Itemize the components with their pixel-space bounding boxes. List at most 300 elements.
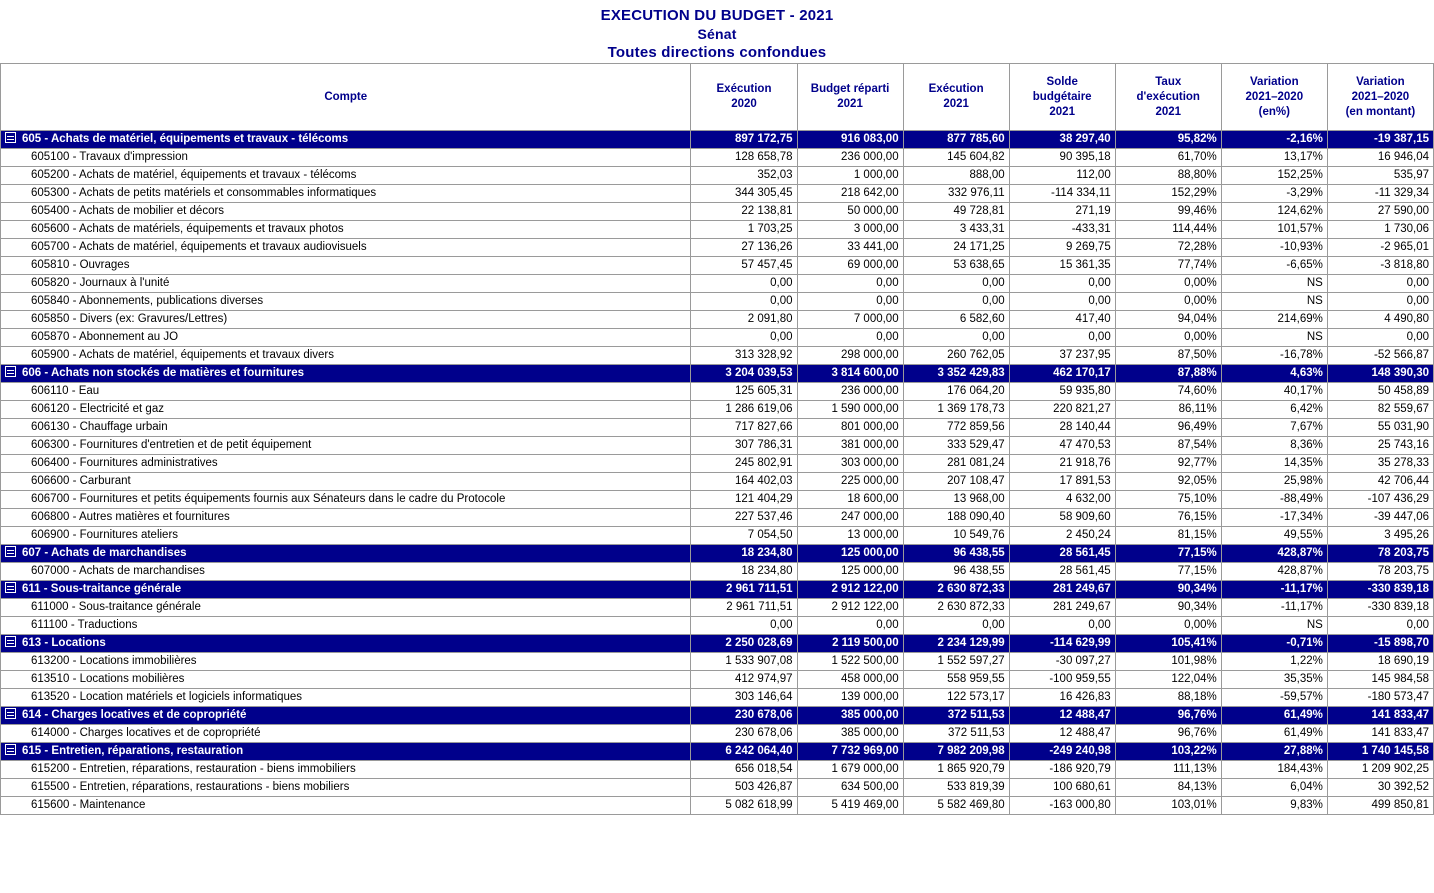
value-cell: 0,00: [797, 617, 903, 635]
value-cell: 218 642,00: [797, 185, 903, 203]
value-cell: 12 488,47: [1009, 725, 1115, 743]
value-cell: 0,00: [797, 329, 903, 347]
account-label-cell: [1, 527, 691, 545]
collapse-expander-icon[interactable]: [5, 546, 16, 557]
value-cell: -2,16%: [1221, 131, 1327, 149]
value-cell: 77,15%: [1115, 563, 1221, 581]
value-cell: 1 533 907,08: [691, 653, 797, 671]
table-row[interactable]: [1, 761, 1434, 779]
value-cell: 50 458,89: [1327, 383, 1433, 401]
value-cell: 3 814 600,00: [797, 365, 903, 383]
value-cell: 86,11%: [1115, 401, 1221, 419]
table-row[interactable]: [1, 185, 1434, 203]
value-cell: -3,29%: [1221, 185, 1327, 203]
value-cell: 245 802,91: [691, 455, 797, 473]
value-cell: NS: [1221, 275, 1327, 293]
value-cell: 125 605,31: [691, 383, 797, 401]
value-cell: 0,00: [691, 293, 797, 311]
table-row[interactable]: [1, 347, 1434, 365]
account-label: 605850 - Divers (ex: Gravures/Lettres): [31, 313, 228, 325]
value-cell: 100 680,61: [1009, 779, 1115, 797]
value-cell: 344 305,45: [691, 185, 797, 203]
value-cell: 0,00: [691, 275, 797, 293]
value-cell: 0,00: [797, 275, 903, 293]
account-label-cell: [1, 545, 691, 563]
table-row[interactable]: [1, 167, 1434, 185]
value-cell: 35 278,33: [1327, 455, 1433, 473]
table-row[interactable]: [1, 455, 1434, 473]
value-cell: 0,00: [903, 329, 1009, 347]
value-cell: -88,49%: [1221, 491, 1327, 509]
value-cell: 7 000,00: [797, 311, 903, 329]
account-label-cell: [1, 311, 691, 329]
table-row[interactable]: [1, 239, 1434, 257]
value-cell: 96 438,55: [903, 563, 1009, 581]
value-cell: 27 590,00: [1327, 203, 1433, 221]
value-cell: 96 438,55: [903, 545, 1009, 563]
account-label: 605870 - Abonnement au JO: [31, 331, 179, 343]
value-cell: 145 984,58: [1327, 671, 1433, 689]
value-cell: 0,00: [1009, 293, 1115, 311]
value-cell: 2 961 711,51: [691, 581, 797, 599]
value-cell: 13 000,00: [797, 527, 903, 545]
account-label-cell: [1, 437, 691, 455]
value-cell: 96,76%: [1115, 725, 1221, 743]
account-label: 615600 - Maintenance: [31, 799, 146, 811]
value-cell: 28 561,45: [1009, 545, 1115, 563]
value-cell: 271,19: [1009, 203, 1115, 221]
value-cell: 24 171,25: [903, 239, 1009, 257]
account-label: 615500 - Entretien, réparations, restaurations - biens mobiliers: [31, 781, 350, 793]
table-row[interactable]: [1, 563, 1434, 581]
value-cell: 18 234,80: [691, 545, 797, 563]
table-row[interactable]: [1, 383, 1434, 401]
collapse-expander-icon[interactable]: [5, 708, 16, 719]
value-cell: 303 000,00: [797, 455, 903, 473]
value-cell: 47 470,53: [1009, 437, 1115, 455]
collapse-expander-icon[interactable]: [5, 636, 16, 647]
value-cell: 0,00: [1009, 617, 1115, 635]
table-row[interactable]: [1, 599, 1434, 617]
value-cell: 298 000,00: [797, 347, 903, 365]
account-label-cell: [1, 653, 691, 671]
value-cell: 152,29%: [1115, 185, 1221, 203]
value-cell: 27 136,26: [691, 239, 797, 257]
value-cell: 111,13%: [1115, 761, 1221, 779]
column-header-compte[interactable]: Compte: [1, 64, 691, 131]
account-label-cell: [1, 257, 691, 275]
account-label-cell: [1, 293, 691, 311]
value-cell: -59,57%: [1221, 689, 1327, 707]
account-label-cell: [1, 185, 691, 203]
value-cell: 25 743,16: [1327, 437, 1433, 455]
value-cell: 0,00: [903, 293, 1009, 311]
value-cell: 87,50%: [1115, 347, 1221, 365]
column-header-1[interactable]: Exécution 2020: [691, 64, 797, 131]
value-cell: 1 703,25: [691, 221, 797, 239]
value-cell: 38 297,40: [1009, 131, 1115, 149]
column-header-4[interactable]: Solde budgétaire 2021: [1009, 64, 1115, 131]
value-cell: 88,80%: [1115, 167, 1221, 185]
column-header-6[interactable]: Variation 2021–2020 (en%): [1221, 64, 1327, 131]
value-cell: 6,04%: [1221, 779, 1327, 797]
account-label: 606 - Achats non stockés de matières et fournitures: [22, 367, 305, 379]
account-label-cell: [1, 797, 691, 815]
value-cell: 87,54%: [1115, 437, 1221, 455]
value-cell: 13 968,00: [903, 491, 1009, 509]
value-cell: 6,42%: [1221, 401, 1327, 419]
value-cell: 535,97: [1327, 167, 1433, 185]
account-label: 613520 - Location matériels et logiciels informatiques: [31, 691, 303, 703]
collapse-expander-icon[interactable]: [5, 582, 16, 593]
value-cell: 16 426,83: [1009, 689, 1115, 707]
value-cell: 1 552 597,27: [903, 653, 1009, 671]
value-cell: 916 083,00: [797, 131, 903, 149]
value-cell: 4,63%: [1221, 365, 1327, 383]
value-cell: 634 500,00: [797, 779, 903, 797]
account-label-cell: [1, 635, 691, 653]
table-row[interactable]: [1, 473, 1434, 491]
table-group-row[interactable]: [1, 581, 1434, 599]
column-header-2[interactable]: Budget réparti 2021: [797, 64, 903, 131]
report-title-scope: Toutes directions confondues: [607, 44, 827, 61]
collapse-expander-icon[interactable]: [5, 366, 16, 377]
value-cell: 428,87%: [1221, 545, 1327, 563]
account-label-cell: [1, 401, 691, 419]
table-row[interactable]: [1, 797, 1434, 815]
value-cell: -52 566,87: [1327, 347, 1433, 365]
account-label: 607 - Achats de marchandises: [22, 547, 187, 559]
account-label: 605 - Achats de matériel, équipements et travaux - télécoms: [22, 133, 349, 145]
value-cell: -330 839,18: [1327, 599, 1433, 617]
value-cell: -100 959,55: [1009, 671, 1115, 689]
account-label: 605900 - Achats de matériel, équipements et travaux divers: [31, 349, 335, 361]
table-row[interactable]: [1, 671, 1434, 689]
value-cell: 717 827,66: [691, 419, 797, 437]
value-cell: 28 140,44: [1009, 419, 1115, 437]
value-cell: 772 859,56: [903, 419, 1009, 437]
value-cell: 260 762,05: [903, 347, 1009, 365]
value-cell: 33 441,00: [797, 239, 903, 257]
table-row[interactable]: [1, 491, 1434, 509]
value-cell: 2 912 122,00: [797, 581, 903, 599]
value-cell: 2 119 500,00: [797, 635, 903, 653]
account-label: 613 - Locations: [22, 637, 106, 649]
account-label: 613200 - Locations immobilières: [31, 655, 197, 667]
account-label: 606120 - Electricité et gaz: [31, 403, 164, 415]
account-label: 605300 - Achats de petits matériels et consommables informatiques: [31, 187, 377, 199]
value-cell: 184,43%: [1221, 761, 1327, 779]
value-cell: 10 549,76: [903, 527, 1009, 545]
value-cell: 0,00: [1327, 293, 1433, 311]
value-cell: 122,04%: [1115, 671, 1221, 689]
value-cell: -107 436,29: [1327, 491, 1433, 509]
value-cell: -249 240,98: [1009, 743, 1115, 761]
value-cell: -16,78%: [1221, 347, 1327, 365]
account-label: 615 - Entretien, réparations, restauration: [22, 745, 244, 757]
value-cell: 72,28%: [1115, 239, 1221, 257]
account-label-cell: [1, 779, 691, 797]
value-cell: 112,00: [1009, 167, 1115, 185]
value-cell: 227 537,46: [691, 509, 797, 527]
value-cell: 55 031,90: [1327, 419, 1433, 437]
value-cell: 0,00: [903, 275, 1009, 293]
account-label-cell: [1, 599, 691, 617]
value-cell: 81,15%: [1115, 527, 1221, 545]
value-cell: 78 203,75: [1327, 563, 1433, 581]
value-cell: 99,46%: [1115, 203, 1221, 221]
value-cell: 236 000,00: [797, 149, 903, 167]
value-cell: 1 865 920,79: [903, 761, 1009, 779]
value-cell: 28 561,45: [1009, 563, 1115, 581]
value-cell: 25,98%: [1221, 473, 1327, 491]
value-cell: 164 402,03: [691, 473, 797, 491]
value-cell: -163 000,80: [1009, 797, 1115, 815]
account-label: 605820 - Journaux à l'unité: [31, 277, 170, 289]
value-cell: 141 833,47: [1327, 707, 1433, 725]
value-cell: 0,00: [691, 329, 797, 347]
value-cell: 78 203,75: [1327, 545, 1433, 563]
value-cell: 6 582,60: [903, 311, 1009, 329]
value-cell: 0,00%: [1115, 617, 1221, 635]
value-cell: 27,88%: [1221, 743, 1327, 761]
value-cell: 15 361,35: [1009, 257, 1115, 275]
account-label: 611100 - Traductions: [31, 619, 138, 631]
value-cell: 61,49%: [1221, 725, 1327, 743]
value-cell: 352,03: [691, 167, 797, 185]
collapse-expander-icon[interactable]: [5, 744, 16, 755]
value-cell: -186 920,79: [1009, 761, 1115, 779]
value-cell: 9,83%: [1221, 797, 1327, 815]
value-cell: 2 630 872,33: [903, 599, 1009, 617]
value-cell: 3 433,31: [903, 221, 1009, 239]
value-cell: 76,15%: [1115, 509, 1221, 527]
value-cell: 247 000,00: [797, 509, 903, 527]
value-cell: 18 234,80: [691, 563, 797, 581]
table-row[interactable]: [1, 689, 1434, 707]
value-cell: 17 891,53: [1009, 473, 1115, 491]
value-cell: 96,49%: [1115, 419, 1221, 437]
value-cell: 57 457,45: [691, 257, 797, 275]
header-row: [1, 64, 1434, 131]
table-row[interactable]: [1, 419, 1434, 437]
value-cell: 801 000,00: [797, 419, 903, 437]
value-cell: 428,87%: [1221, 563, 1327, 581]
value-cell: 94,04%: [1115, 311, 1221, 329]
value-cell: -17,34%: [1221, 509, 1327, 527]
value-cell: 61,70%: [1115, 149, 1221, 167]
value-cell: -3 818,80: [1327, 257, 1433, 275]
value-cell: 188 090,40: [903, 509, 1009, 527]
value-cell: 12 488,47: [1009, 707, 1115, 725]
value-cell: 1 740 145,58: [1327, 743, 1433, 761]
value-cell: 0,00: [691, 617, 797, 635]
value-cell: 303 146,64: [691, 689, 797, 707]
value-cell: 3 204 039,53: [691, 365, 797, 383]
value-cell: 90,34%: [1115, 599, 1221, 617]
value-cell: 6 242 064,40: [691, 743, 797, 761]
account-label-cell: [1, 203, 691, 221]
value-cell: 313 328,92: [691, 347, 797, 365]
account-label-cell: [1, 743, 691, 761]
value-cell: 3 495,26: [1327, 527, 1433, 545]
table-row[interactable]: [1, 509, 1434, 527]
account-label-cell: [1, 671, 691, 689]
value-cell: 462 170,17: [1009, 365, 1115, 383]
column-header-5[interactable]: Taux d'exécution 2021: [1115, 64, 1221, 131]
table-row[interactable]: [1, 329, 1434, 347]
value-cell: 90,34%: [1115, 581, 1221, 599]
account-label-cell: [1, 581, 691, 599]
value-cell: 2 961 711,51: [691, 599, 797, 617]
account-label: 611 - Sous-traitance générale: [22, 583, 182, 595]
value-cell: 0,00: [1327, 275, 1433, 293]
value-cell: 18 600,00: [797, 491, 903, 509]
value-cell: 236 000,00: [797, 383, 903, 401]
account-label: 606800 - Autres matières et fournitures: [31, 511, 230, 523]
value-cell: 59 935,80: [1009, 383, 1115, 401]
value-cell: 103,01%: [1115, 797, 1221, 815]
value-cell: 2 250 028,69: [691, 635, 797, 653]
account-label: 607000 - Achats de marchandises: [31, 565, 205, 577]
table-row[interactable]: [1, 149, 1434, 167]
report-title-entity: Sénat: [697, 26, 737, 42]
value-cell: NS: [1221, 293, 1327, 311]
value-cell: 0,00: [1009, 275, 1115, 293]
value-cell: 61,49%: [1221, 707, 1327, 725]
table-group-row[interactable]: [1, 545, 1434, 563]
table-group-row[interactable]: [1, 743, 1434, 761]
value-cell: 4 632,00: [1009, 491, 1115, 509]
account-label: 605840 - Abonnements, publications diverses: [31, 295, 264, 307]
value-cell: 372 511,53: [903, 725, 1009, 743]
value-cell: 30 392,52: [1327, 779, 1433, 797]
table-row[interactable]: [1, 221, 1434, 239]
column-header-3[interactable]: Exécution 2021: [903, 64, 1009, 131]
account-label-cell: [1, 365, 691, 383]
value-cell: 125 000,00: [797, 545, 903, 563]
account-label-cell: [1, 455, 691, 473]
table-row[interactable]: [1, 725, 1434, 743]
value-cell: 0,00: [903, 617, 1009, 635]
account-label: 606130 - Chauffage urbain: [31, 421, 168, 433]
account-label: 606300 - Fournitures d'entretien et de petit équipement: [31, 439, 312, 451]
value-cell: 8,36%: [1221, 437, 1327, 455]
table-group-row[interactable]: [1, 635, 1434, 653]
table-row[interactable]: [1, 311, 1434, 329]
value-cell: 0,00: [1327, 329, 1433, 347]
value-cell: 1 369 178,73: [903, 401, 1009, 419]
value-cell: 103,22%: [1115, 743, 1221, 761]
value-cell: 307 786,31: [691, 437, 797, 455]
table-row[interactable]: [1, 527, 1434, 545]
table-row[interactable]: [1, 617, 1434, 635]
account-label-cell: [1, 689, 691, 707]
account-label: 614000 - Charges locatives et de copropriété: [31, 727, 261, 739]
value-cell: 230 678,06: [691, 707, 797, 725]
collapse-expander-icon[interactable]: [5, 132, 16, 143]
value-cell: 125 000,00: [797, 563, 903, 581]
value-cell: 499 850,81: [1327, 797, 1433, 815]
value-cell: 92,05%: [1115, 473, 1221, 491]
value-cell: 75,10%: [1115, 491, 1221, 509]
value-cell: 37 237,95: [1009, 347, 1115, 365]
table-row[interactable]: [1, 275, 1434, 293]
value-cell: 105,41%: [1115, 635, 1221, 653]
table-row[interactable]: [1, 401, 1434, 419]
value-cell: -10,93%: [1221, 239, 1327, 257]
value-cell: 139 000,00: [797, 689, 903, 707]
value-cell: 2 091,80: [691, 311, 797, 329]
value-cell: 1 000,00: [797, 167, 903, 185]
table-row[interactable]: [1, 779, 1434, 797]
value-cell: 148 390,30: [1327, 365, 1433, 383]
table-group-row[interactable]: [1, 365, 1434, 383]
account-label: 606700 - Fournitures et petits équipements fournis aux Sénateurs dans le cadre du Protocole: [31, 493, 506, 505]
value-cell: 7,67%: [1221, 419, 1327, 437]
table-group-row[interactable]: [1, 707, 1434, 725]
table-row[interactable]: [1, 293, 1434, 311]
value-cell: 5 419 469,00: [797, 797, 903, 815]
value-cell: 14,35%: [1221, 455, 1327, 473]
value-cell: 412 974,97: [691, 671, 797, 689]
account-label: 605100 - Travaux d'impression: [31, 151, 188, 163]
value-cell: 656 018,54: [691, 761, 797, 779]
account-label-cell: [1, 707, 691, 725]
table-row[interactable]: [1, 653, 1434, 671]
value-cell: 0,00%: [1115, 275, 1221, 293]
value-cell: 207 108,47: [903, 473, 1009, 491]
budget-table: [0, 63, 1434, 815]
value-cell: -11 329,34: [1327, 185, 1433, 203]
value-cell: 7 982 209,98: [903, 743, 1009, 761]
value-cell: 77,15%: [1115, 545, 1221, 563]
value-cell: 2 630 872,33: [903, 581, 1009, 599]
table-group-row[interactable]: [1, 131, 1434, 149]
value-cell: 101,98%: [1115, 653, 1221, 671]
account-label-cell: [1, 617, 691, 635]
value-cell: 1 730,06: [1327, 221, 1433, 239]
account-label: 605810 - Ouvrages: [31, 259, 130, 271]
value-cell: -330 839,18: [1327, 581, 1433, 599]
report-title-main: EXECUTION DU BUDGET - 2021: [600, 7, 834, 24]
account-label-cell: [1, 149, 691, 167]
value-cell: -114 334,11: [1009, 185, 1115, 203]
value-cell: 0,00: [797, 293, 903, 311]
value-cell: 385 000,00: [797, 725, 903, 743]
table-row[interactable]: [1, 257, 1434, 275]
account-label-cell: [1, 725, 691, 743]
account-label-cell: [1, 239, 691, 257]
account-label: 611000 - Sous-traitance générale: [31, 601, 201, 613]
value-cell: 141 833,47: [1327, 725, 1433, 743]
account-label: 606400 - Fournitures administratives: [31, 457, 218, 469]
account-label-cell: [1, 131, 691, 149]
value-cell: 0,00%: [1115, 293, 1221, 311]
table-row[interactable]: [1, 203, 1434, 221]
value-cell: 176 064,20: [903, 383, 1009, 401]
column-header-7[interactable]: Variation 2021–2020 (en montant): [1327, 64, 1433, 131]
table-row[interactable]: [1, 437, 1434, 455]
value-cell: 49,55%: [1221, 527, 1327, 545]
account-label-cell: [1, 509, 691, 527]
value-cell: 4 490,80: [1327, 311, 1433, 329]
value-cell: 50 000,00: [797, 203, 903, 221]
value-cell: 69 000,00: [797, 257, 903, 275]
value-cell: 1 286 619,06: [691, 401, 797, 419]
account-label-cell: [1, 383, 691, 401]
value-cell: -15 898,70: [1327, 635, 1433, 653]
